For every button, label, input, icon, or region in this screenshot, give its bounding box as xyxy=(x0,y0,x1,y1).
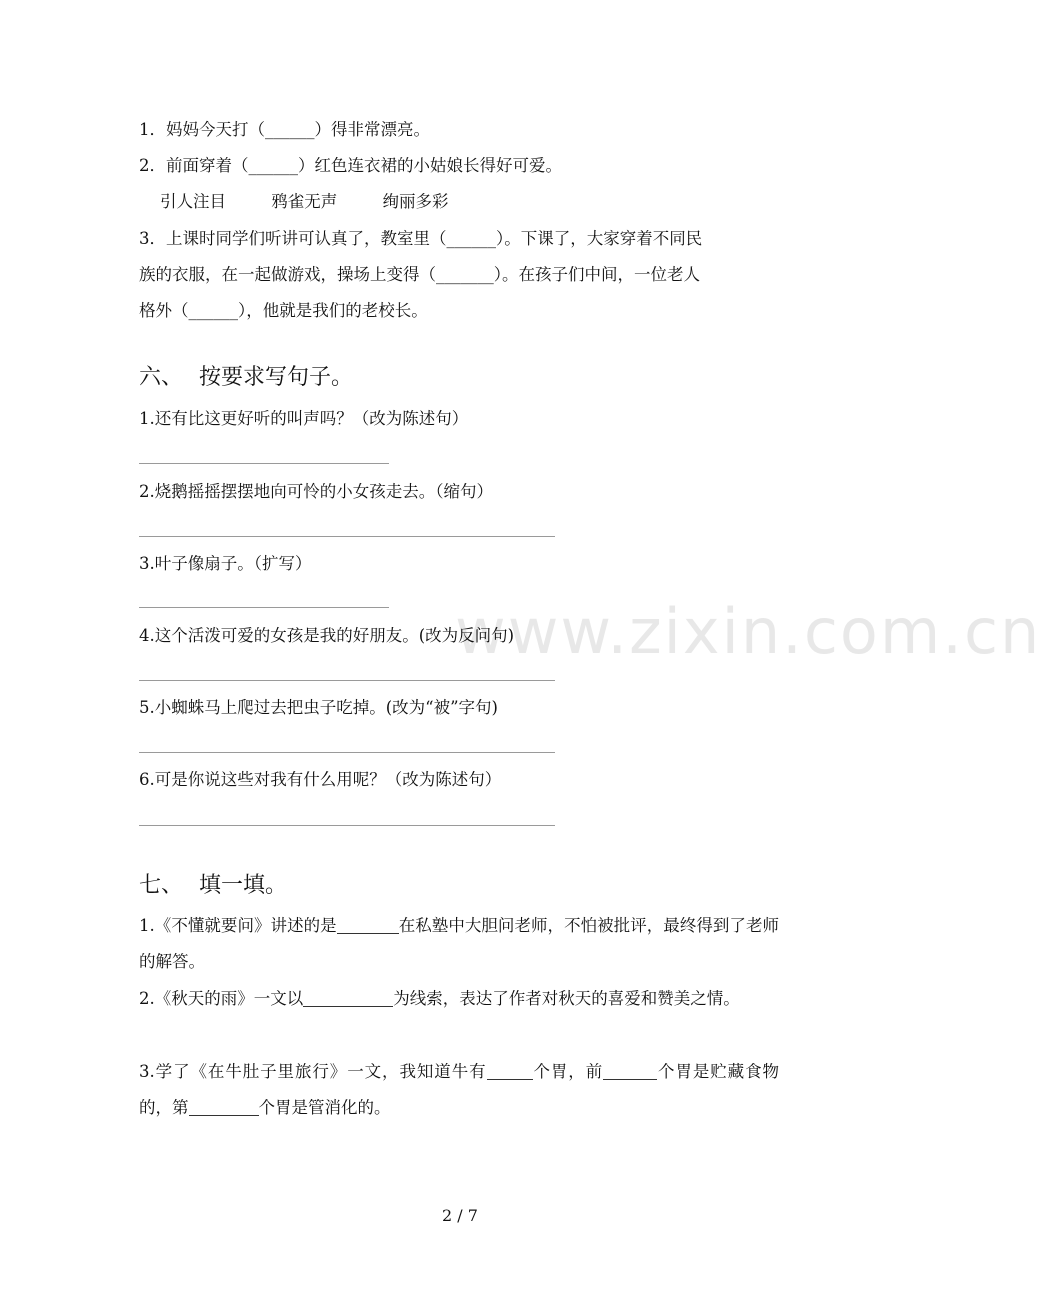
fill-blank[interactable] xyxy=(189,1099,259,1117)
word-choices xyxy=(160,191,489,213)
fill-question-3: 3.学了《在牛肚子里旅行》一文，我知道牛有 个胃，前 个胃是贮藏食物的，第 个胃是管消化的。 xyxy=(139,1062,780,1117)
section-title: 填一填。 xyxy=(199,873,288,898)
sentence-task: 5.小蜘蛛马上爬过去把虫子吃掉。(改为“被”字句) xyxy=(139,698,498,717)
fill-blank[interactable] xyxy=(337,917,399,935)
answer-line[interactable] xyxy=(139,463,389,464)
answer-line[interactable] xyxy=(139,536,555,537)
word-choice: 鸦雀无声 xyxy=(271,192,338,211)
section-6-heading xyxy=(139,364,353,392)
fill-question-2: 2.《秋天的雨》一文以 为线索，表达了作者对秋天的喜爱和赞美之情。 xyxy=(139,989,740,1008)
question-5-3-line-3: 格外（______），他就是我们的老校长。 xyxy=(139,301,428,320)
answer-line[interactable] xyxy=(139,607,389,608)
sentence-task: 6.可是你说这些对我有什么用呢？（改为陈述句） xyxy=(139,770,502,789)
sentence-task: 4.这个活泼可爱的女孩是我的好朋友。(改为反问句) xyxy=(139,626,515,645)
sentence-task: 2.烧鹅摇摇摆摆地向可怜的小女孩走去。（缩句） xyxy=(139,482,493,501)
fill-blank[interactable] xyxy=(303,990,393,1008)
section-7-heading xyxy=(139,872,287,900)
answer-line[interactable] xyxy=(139,825,555,826)
question-5-3-line-1: 3．上课时同学们听讲可认真了，教室里（______）。下课了，大家穿着不同民 xyxy=(139,229,703,248)
answer-line[interactable] xyxy=(139,680,555,681)
fill-question-1: 1.《不懂就要问》讲述的是 在私塾中大胆问老师，不怕被批评，最终得到了老师的解答。 xyxy=(139,916,779,971)
question-5-2: 2．前面穿着（______）红色连衣裙的小姑娘长得好可爱。 xyxy=(139,156,562,175)
fill-blank[interactable] xyxy=(603,1063,657,1081)
answer-line[interactable] xyxy=(139,752,555,753)
watermark: www.zixin.com.cn xyxy=(455,595,1041,668)
sentence-task: 3.叶子像扇子。（扩写） xyxy=(139,554,312,573)
page-number: 2 / 7 xyxy=(442,1206,478,1225)
section-number: 六、 xyxy=(139,365,184,390)
word-choice: 引人注目 xyxy=(160,192,226,211)
word-choice: 绚丽多彩 xyxy=(382,192,449,211)
sentence-task: 1.还有比这更好听的叫声吗？（改为陈述句） xyxy=(139,409,469,428)
question-5-1: 1．妈妈今天打（______）得非常漂亮。 xyxy=(139,120,430,139)
section-number: 七、 xyxy=(139,873,184,898)
section-title: 按要求写句子。 xyxy=(199,365,354,390)
question-5-3-line-2: 族的衣服，在一起做游戏，操场上变得（_______）。在孩子们中间，一位老人 xyxy=(139,265,700,284)
fill-blank[interactable] xyxy=(487,1063,533,1081)
